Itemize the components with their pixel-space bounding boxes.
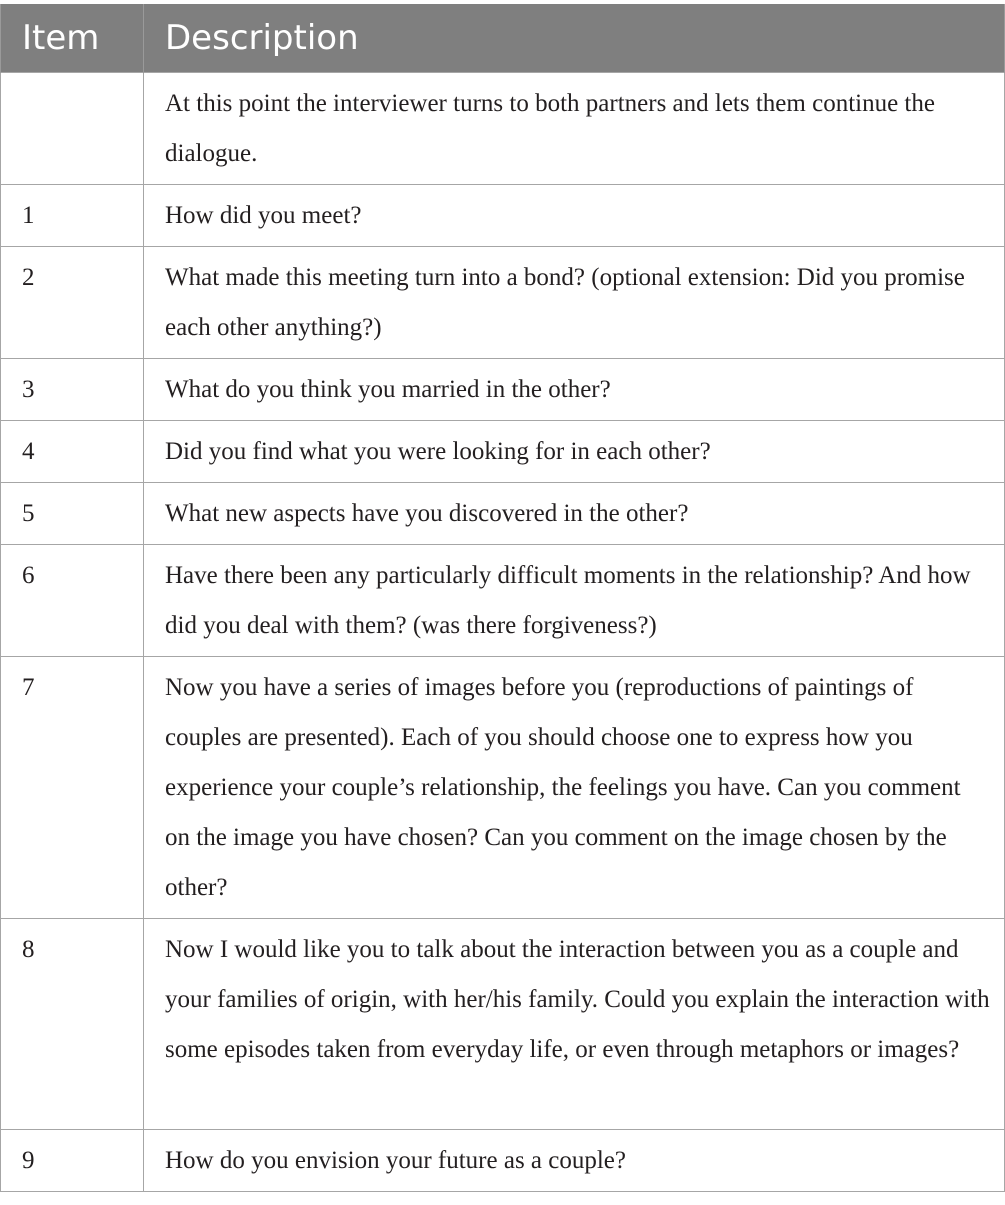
item-description: Now I would like you to talk about the interaction between you as a couple and your families of origin, with her/his family. Could you explain the interaction with some episodes taken from everyday life, or even through metaphors or images? <box>144 919 1005 1130</box>
table-row <box>1 545 1005 657</box>
table-row <box>1 421 1005 483</box>
table-row <box>1 483 1005 545</box>
item-number: 3 <box>1 359 144 421</box>
item-number: 2 <box>1 247 144 359</box>
item-description: Did you find what you were looking for in each other? <box>144 421 1005 483</box>
table-row <box>1 919 1005 1130</box>
table-row <box>1 73 1005 185</box>
item-description: At this point the interviewer turns to both partners and lets them continue the dialogue. <box>144 73 1005 185</box>
item-number <box>1 73 144 185</box>
item-description: How do you envision your future as a couple? <box>144 1130 1005 1192</box>
item-number: 7 <box>1 657 144 919</box>
table-row <box>1 657 1005 919</box>
item-description: What made this meeting turn into a bond? (optional extension: Did you promise each other anything?) <box>144 247 1005 359</box>
item-number: 4 <box>1 421 144 483</box>
header-item: Item <box>1 4 144 73</box>
item-number: 1 <box>1 185 144 247</box>
item-description: What do you think you married in the other? <box>144 359 1005 421</box>
table-row <box>1 359 1005 421</box>
interview-items-table <box>0 4 1005 1192</box>
item-number: 6 <box>1 545 144 657</box>
table-row <box>1 185 1005 247</box>
item-description: How did you meet? <box>144 185 1005 247</box>
item-number: 9 <box>1 1130 144 1192</box>
item-number: 8 <box>1 919 144 1130</box>
table-header-row <box>1 4 1005 73</box>
item-description: What new aspects have you discovered in the other? <box>144 483 1005 545</box>
header-description: Description <box>144 4 1005 73</box>
item-number: 5 <box>1 483 144 545</box>
item-description: Now you have a series of images before you (reproductions of paintings of couples are presented). Each of you should choose one to express how you experience your couple’s relationship, the feelings you have. Can you comment on the image you have chosen? Can you comment on the image chosen by the other? <box>144 657 1005 919</box>
table-row <box>1 1130 1005 1192</box>
table-row <box>1 247 1005 359</box>
item-description: Have there been any particularly difficult moments in the relationship? And how did you deal with them? (was there forgiveness?) <box>144 545 1005 657</box>
